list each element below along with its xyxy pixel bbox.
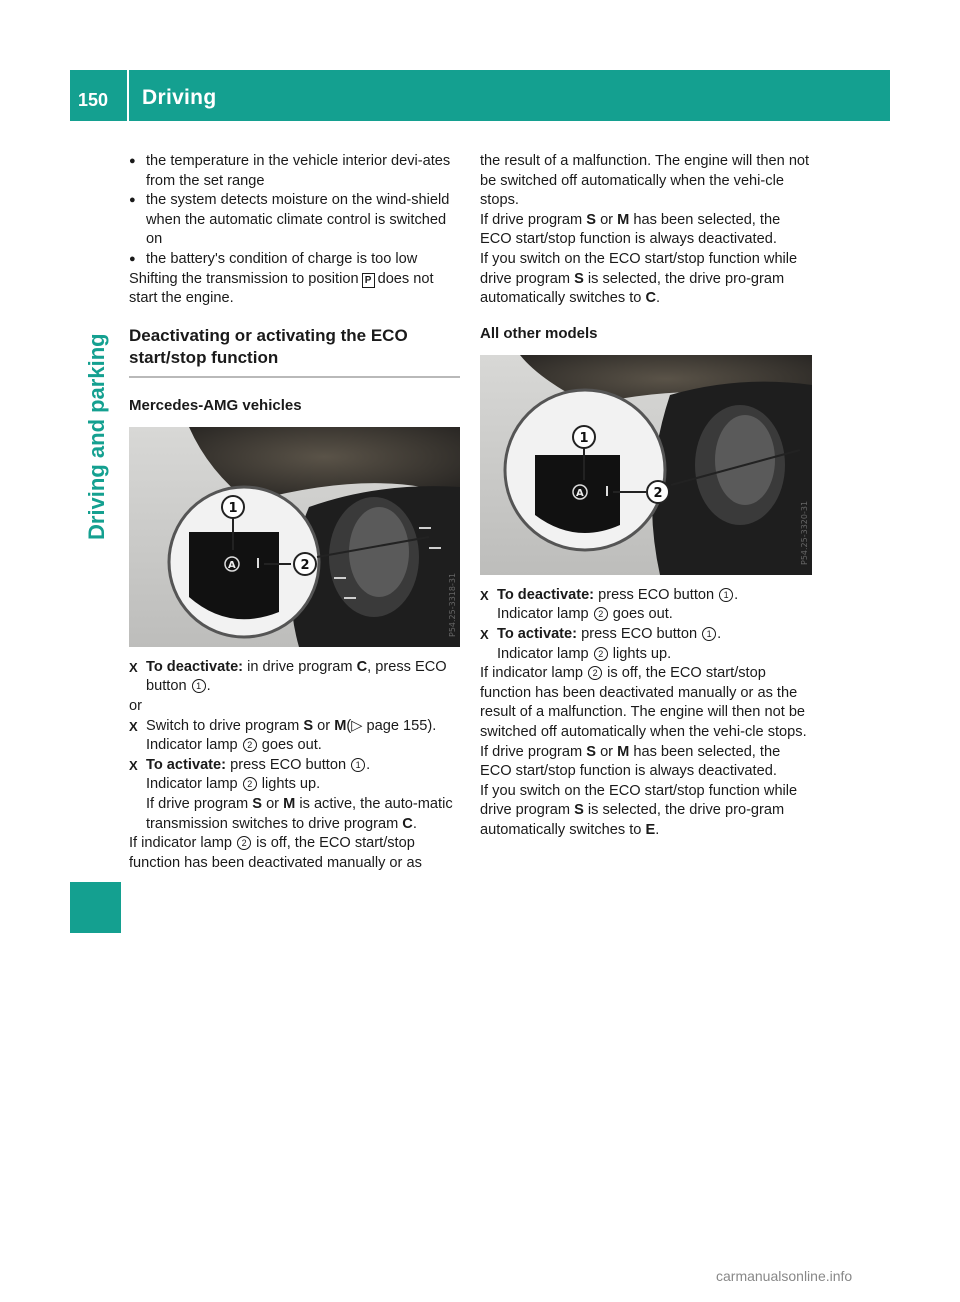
callout-1-icon: 1 [719, 588, 733, 602]
program-note: If drive program S or M has been selected, the ECO start/stop function is always deactivated. [480, 211, 781, 248]
activate-step: X To activate: press ECO button 1 . Indicator lamp 2 lights up. [480, 625, 722, 662]
switch-note: If you switch on the ECO start/stop function while drive program S is selected, the drive pro-gram automatically switches to E. [480, 782, 798, 838]
watermark: carmanualsonline.info [716, 1268, 853, 1284]
other-models-heading: All other models [480, 324, 598, 342]
section-rule [129, 376, 460, 378]
callout-2-icon: 2 [588, 666, 602, 680]
indicator-note: If indicator lamp 2 is off, the ECO start/stop function has been deactivated manually or as [129, 835, 422, 871]
right-column [480, 152, 812, 840]
malfunction-note: the result of a malfunction. The engine will then not be switched off automatically when the vehi-cle stops. [480, 153, 810, 209]
svg-text:P54.25-3320-31: P54.25-3320-31 [800, 500, 809, 565]
callout-2-icon: 2 [243, 738, 257, 752]
switch-note: If you switch on the ECO start/stop function while drive program S is selected, the drive pro-gram automatically switches to C. [480, 250, 798, 307]
park-position-icon: P [362, 273, 375, 288]
svg-text:2: 2 [300, 557, 310, 573]
svg-text:A: A [228, 559, 236, 571]
callout-2-icon: 2 [237, 836, 251, 850]
amg-console-illustration [129, 427, 460, 647]
svg-text:1: 1 [579, 430, 589, 446]
svg-text:P54.25-3318-31: P54.25-3318-31 [448, 572, 457, 637]
deactivate-step: X To deactivate: press ECO button 1 . Indicator lamp 2 goes out. [480, 586, 739, 623]
amg-figure [129, 427, 460, 647]
other-console-illustration [480, 355, 812, 575]
other-figure [480, 355, 812, 575]
shift-note: Shifting the transmission to position P does not start the engine. [129, 270, 434, 307]
callout-1-icon: 1 [702, 627, 716, 641]
header-separator [127, 70, 129, 121]
callout-2-icon: 2 [594, 607, 608, 621]
callout-2-icon: 2 [594, 647, 608, 661]
callout-1-icon: 1 [192, 679, 206, 693]
list-item: ● the system detects moisture on the wind-shield when the automatic climate control is switched on [129, 192, 450, 248]
program-note: If drive program S or M has been selected, the ECO start/stop function is always deactivated. [480, 743, 781, 780]
left-column [129, 152, 460, 873]
or-text: or [129, 697, 142, 714]
page-ref-link[interactable]: (▷ page 155). [346, 717, 437, 734]
list-item: ● the temperature in the vehicle interior devi-ates from the set range [129, 153, 451, 189]
callout-2-icon: 2 [243, 777, 257, 791]
deactivate-step: X To deactivate: in drive program C, press ECO button 1 . [129, 658, 447, 695]
list-item: ● the battery's condition of charge is too low [129, 250, 418, 267]
section-title: Deactivating or activating the ECO start/stop function [129, 325, 408, 367]
chapter-title: Driving [142, 86, 217, 109]
switch-program-step: X Switch to drive program S or M(▷ page 155). Indicator lamp 2 goes out. [129, 717, 437, 754]
svg-text:1: 1 [228, 500, 238, 516]
callout-1-icon: 1 [351, 758, 365, 772]
svg-text:2: 2 [653, 485, 663, 501]
side-tab-marker [70, 882, 121, 933]
indicator-note: If indicator lamp 2 is off, the ECO start/stop function has been deactivated manually or as the result of a malfunction. The engine will then not be switched off automatically when the vehi-cle stops. [480, 665, 807, 740]
amg-heading: Mercedes-AMG vehicles [129, 396, 302, 414]
activate-step: X To activate: press ECO button 1 . Indicator lamp 2 lights up. If drive program S or M is active, the auto-matic transmission switches to drive program C. [129, 756, 453, 832]
svg-text:A: A [576, 487, 584, 499]
side-tab-label: Driving and parking [84, 333, 109, 540]
page-number: 150 [78, 90, 109, 110]
